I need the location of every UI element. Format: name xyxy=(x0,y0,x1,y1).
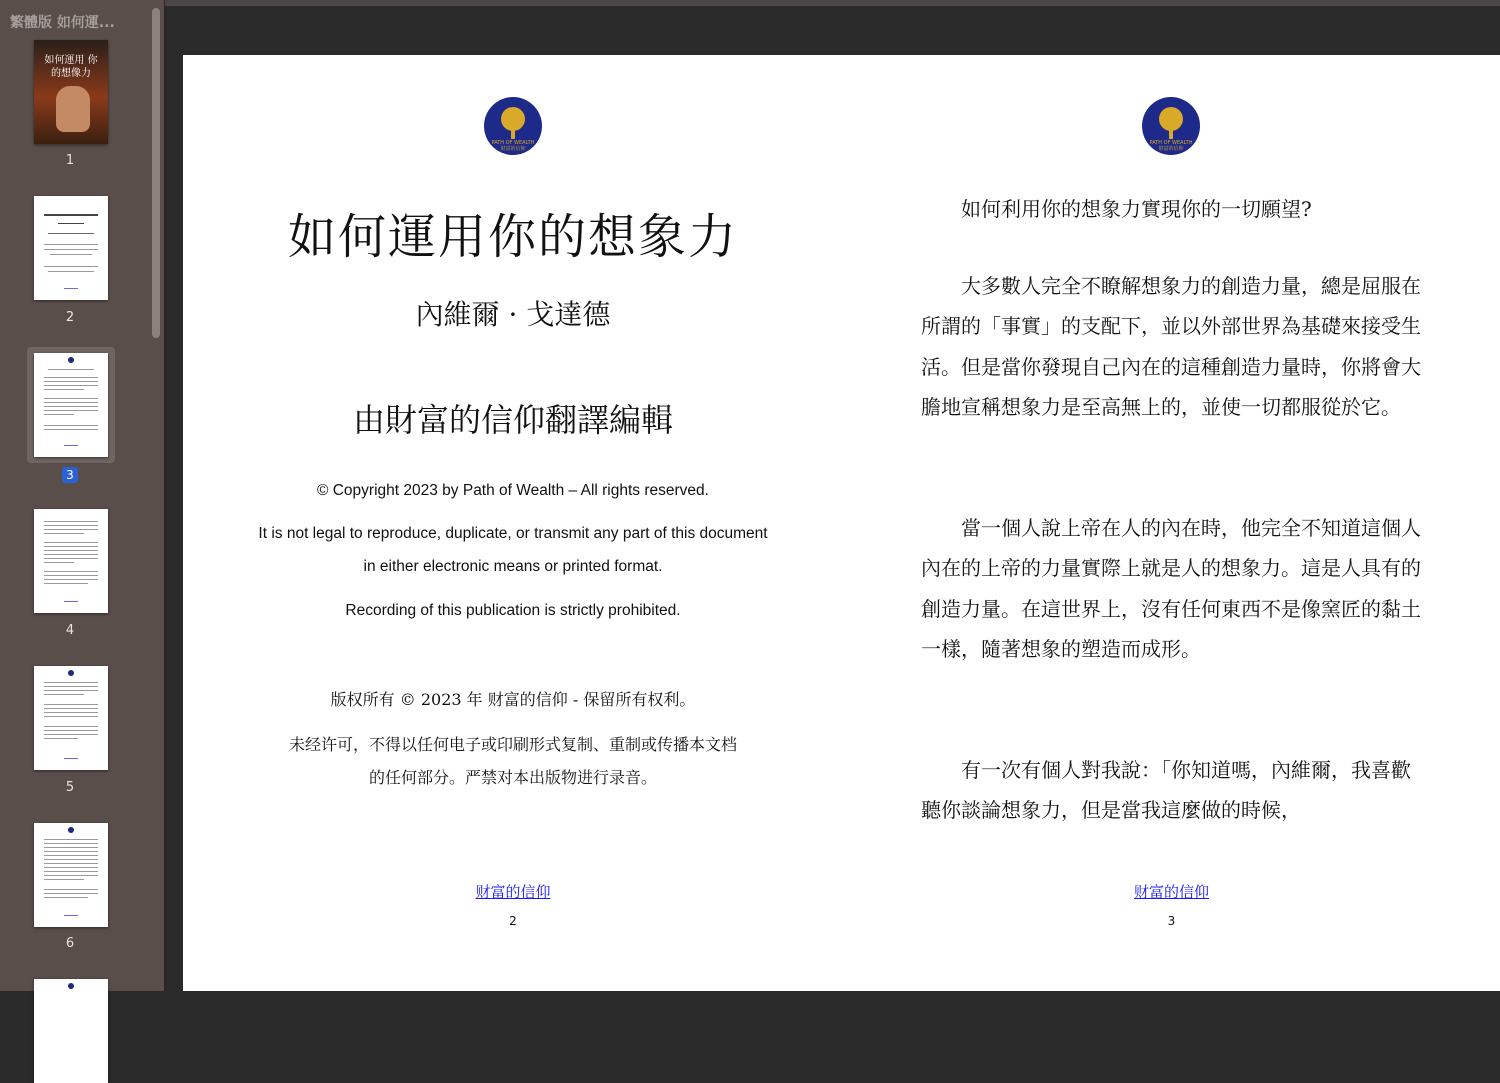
sidebar-scrollbar[interactable] xyxy=(152,8,160,338)
page-thumbnail-2[interactable] xyxy=(34,196,108,300)
chapter-heading: 如何利用你的想象力實現你的一切願望? xyxy=(961,197,1312,221)
page-thumbnail-1[interactable] xyxy=(34,40,108,144)
page-3 xyxy=(843,55,1500,991)
page-number-5: 5 xyxy=(65,780,75,795)
book-title: 如何運用你的想象力 xyxy=(287,209,738,265)
page-thumbnail-4[interactable] xyxy=(34,509,108,613)
page-thumbnail-7[interactable] xyxy=(34,979,108,1083)
path-of-wealth-logo xyxy=(1142,97,1200,155)
page-number-4: 4 xyxy=(65,623,75,638)
legal-notice-zh-2: 的任何部分。严禁对本出版物进行录音。 xyxy=(368,768,657,787)
page-number-6: 6 xyxy=(65,936,75,951)
recording-notice-en: Recording of this publication is strictly prohibited. xyxy=(345,602,681,619)
cover-title: 如何運用 你的想像力 xyxy=(44,55,98,79)
body-paragraph-1: 大多數人完全不瞭解想象力的創造力量，總是屈服在所謂的「事實」的支配下，並以外部世界為基礎來接受生活。但是當你發現自己內在的這種創造力量時，你將會大膽地宣稱想象力是至高無上的，並使一切都服從於它。 xyxy=(921,274,1421,419)
document-spread xyxy=(183,55,1500,991)
toolbar-strip xyxy=(165,0,1500,6)
page-number-2: 2 xyxy=(65,310,75,325)
legal-notice-en-2: in either electronic means or printed format. xyxy=(363,558,663,575)
document-title: 繁體版 如何運... xyxy=(10,15,115,31)
legal-notice-zh-1: 未经许可，不得以任何电子或印刷形式复制、重制或传播本文档 xyxy=(288,735,737,754)
compiler-credit: 由財富的信仰翻譯編輯 xyxy=(352,401,673,439)
legal-notice-en-1: It is not legal to reproduce, duplicate, or transmit any part of this document xyxy=(258,525,768,542)
body-paragraph-2: 當一個人說上帝在人的內在時，他完全不知道這個人內在的上帝的力量實際上就是人的想象力。這是人具有的創造力量。在這世界上，沒有任何東西不是像窯匠的黏土一樣，隨著想象的塑造而成形。 xyxy=(921,516,1421,661)
page-number: 3 xyxy=(1167,914,1176,928)
page-2 xyxy=(183,55,843,991)
copyright-en: © Copyright 2023 by Path of Wealth – All rights reserved. xyxy=(317,482,709,499)
cover-portrait xyxy=(56,86,90,132)
page-number-1: 1 xyxy=(65,153,75,168)
page-number: 2 xyxy=(509,914,517,928)
logo-text: PATH OF WEALTH 財富的信仰 xyxy=(1149,140,1193,152)
path-of-wealth-logo xyxy=(484,97,542,155)
footer-link[interactable]: 财富的信仰 xyxy=(475,883,551,901)
page-number-3-selected: 3 xyxy=(62,467,78,483)
copyright-zh: 版权所有 © 2023 年 财富的信仰 - 保留所有权利。 xyxy=(330,690,696,709)
page-thumbnail-3[interactable] xyxy=(34,353,108,457)
page-thumbnail-6[interactable] xyxy=(34,823,108,927)
body-paragraph-3: 有一次有個人對我說：「你知道嗎，內維爾，我喜歡聽你談論想象力，但是當我這麼做的時候， xyxy=(921,758,1411,823)
thumbnail-sidebar xyxy=(0,0,165,991)
page-thumbnail-5[interactable] xyxy=(34,666,108,770)
footer-link[interactable]: 财富的信仰 xyxy=(1133,883,1209,901)
logo-text: PATH OF WEALTH 財富的信仰 xyxy=(491,140,535,152)
author-name: 內維爾 · 戈達德 xyxy=(415,298,611,331)
